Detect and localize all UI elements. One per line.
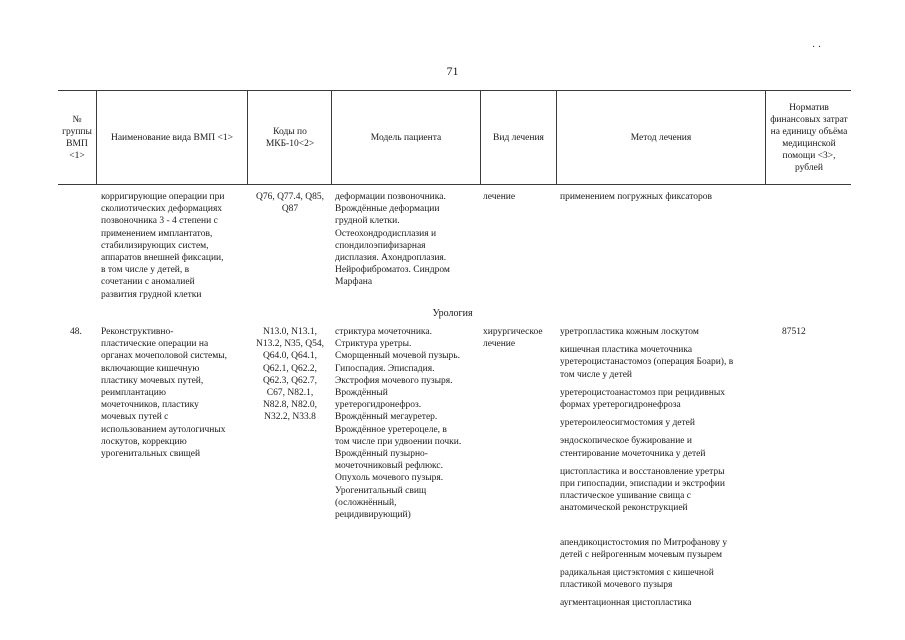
method-item: цистопластика и восстановление уретры при гипоспадии, эписпадии и экстрофии пластическое ушивание свища с анатомической реконструкцией: [560, 466, 725, 514]
section-title: Урология: [432, 308, 473, 319]
row-48-cost-norm: 87512: [782, 327, 806, 337]
table-top-border: [58, 90, 851, 91]
row-48-icd-codes: N13.0, N13.1, N13.2, N35, Q54, Q64.0, Q64.1, Q62.1, Q62.2, Q62.3, Q62.7, C67, N82.1, N82.8, N82.0, N32.2, N33.8: [255, 327, 325, 423]
header-treatment-type: Вид лечения: [493, 133, 544, 143]
method-item: кишечная пластика мочеточника уретероцистанастомоз (операция Боари), в том числе у детей: [560, 345, 734, 380]
row-48-treatment-methods: [560, 326, 765, 616]
continued-treatment-type: лечение: [483, 192, 516, 202]
row-48-patient-model: стриктура мочеточника. Стриктура уретры. Сморщенный мочевой пузырь. Гипоспадия. Эписпадия. Экстрофия мочевого пузыря. Врождённый уретерогидронефроз. Врождённый мегауретер. Врождённое уретероцеле, в том числе при удвоении почки. Врождённый пузырно- мочеточниковый рефлюкс. Опухоль мочевого пузыря. Урогенитальный свищ (осложнённый, рецидивирующий): [335, 327, 462, 521]
header-vmp-name: Наименование вида ВМП <1>: [110, 133, 234, 143]
row-48-vmp-name: Реконструктивно- пластические операции на органах мочеполовой системы, включающие кишечную пластику мочевых путей, реимплантацию мочеточников, пластику мочевых путей с использованием аутологичных лоскутов, коррекцию урогенитальных свищей: [101, 327, 228, 460]
header-treatment-method: Метод лечения: [630, 133, 692, 143]
method-item: апендикоцистостомия по Митрофанову у детей с нейрогенным мочевым пузырем: [560, 537, 728, 560]
row-48-number: 48.: [70, 327, 82, 337]
header-icd-codes: Коды по МКБ-10<2>: [265, 127, 315, 149]
col-divider: [247, 90, 248, 185]
continued-patient-model: деформации позвоночника. Врождённые деформации грудной клетки. Остеохондродисплазия и спондилоэпифизарная дисплазия. Ахондроплазия. Нейрофиброматоз. Синдром Марфана: [335, 192, 450, 288]
method-item: уретропластика кожным лоскутом: [560, 327, 699, 337]
method-item: уретероцистоанастомоз при рецидивных формах уретерогидронефроза: [560, 387, 726, 411]
col-divider: [765, 90, 766, 185]
continued-vmp-name: корригирующие операции при сколиотических деформациях позвоночника 3 - 4 степени с применением имплантатов, стабилизирующих систем, аппаратов внешней фиксации, в том числе у детей, в сочетании с аномалией развития грудной клетки: [101, 192, 225, 300]
header-patient-model: Модель пациента: [370, 133, 442, 143]
continued-icd-codes: Q76, Q77.4, Q85, Q87: [255, 192, 325, 215]
method-item: радикальная цистэктомия с кишечной пластикой мочевого пузыря: [560, 568, 714, 591]
method-item: эндоскопическое бужирование и стентирование мочеточника у детей: [560, 436, 706, 459]
header-cost-norm: Норматив финансовых затрат на единицу объёма медицинской помощи <3>, рублей: [770, 103, 848, 173]
corner-marks: · ·: [812, 42, 822, 53]
method-item: уретероилеосигмостомия у детей: [560, 418, 695, 429]
method-item: аугментационная цистопластика: [560, 598, 692, 609]
header-group-number: № группы ВМП <1>: [62, 115, 92, 161]
continued-treatment-method: применением погружных фиксаторов: [560, 192, 713, 202]
header-bottom-border: [58, 184, 851, 185]
page-number: 71: [446, 64, 459, 78]
row-48-treatment-type: хирургическое лечение: [483, 327, 543, 350]
